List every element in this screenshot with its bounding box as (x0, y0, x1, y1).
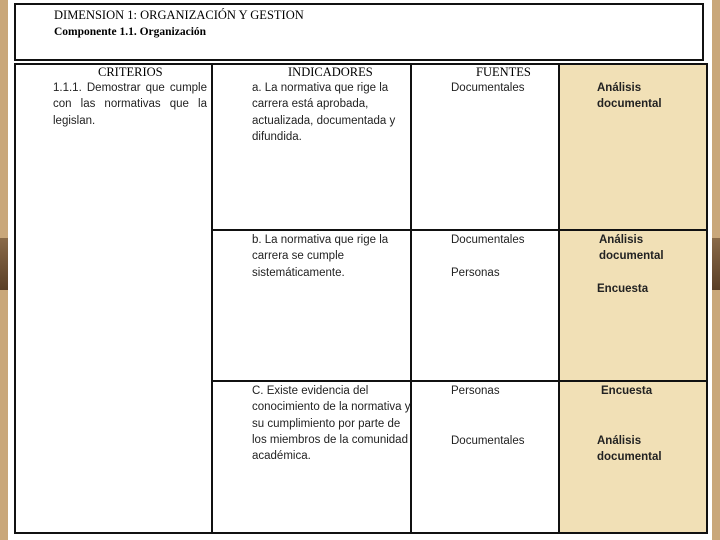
slide-sheet (8, 0, 712, 540)
component-subtitle: Componente 1.1. Organización (54, 26, 207, 38)
indicador-b: b. La normativa que rige la carrera se cumple sistemáticamente. (252, 234, 389, 279)
fuente-documentales: Documentales (451, 234, 525, 246)
header-box (14, 3, 704, 61)
tecnica-encuesta: Encuesta (597, 283, 649, 295)
dimension-title: DIMENSION 1: ORGANIZACIÓN Y GESTION (54, 8, 304, 22)
tecnica-analisis-documental: Análisis documental (597, 435, 662, 464)
fuente-documentales: Documentales (451, 82, 525, 94)
indicador-c: C. Existe evidencia del conocimiento de la normativa y su cumplimiento por parte de los miembros de la comunidad académica. (252, 385, 411, 463)
header-fuentes: FUENTES (476, 65, 531, 79)
indicador-a: a. La normativa que rige la carrera está aprobada, actualizada, documentada y difundida. (252, 82, 396, 143)
tecnica-encuesta: Encuesta (601, 385, 653, 397)
row-separator (211, 229, 708, 231)
fuente-documentales: Documentales (451, 435, 525, 447)
tecnica-analisis-documental: Análisis documental (599, 234, 664, 263)
fuentes-column (410, 63, 560, 534)
header-criterios: CRITERIOS (98, 65, 163, 79)
criterios-column (14, 63, 213, 534)
fuente-personas: Personas (451, 385, 500, 397)
criterio-text: 1.1.1. Demostrar que cumple con las normativas que la legislan. (53, 82, 207, 127)
fuente-personas: Personas (451, 267, 500, 279)
header-indicadores: INDICADORES (288, 65, 373, 79)
tecnica-analisis-documental: Análisis documental (597, 82, 662, 111)
row-separator (211, 380, 708, 382)
